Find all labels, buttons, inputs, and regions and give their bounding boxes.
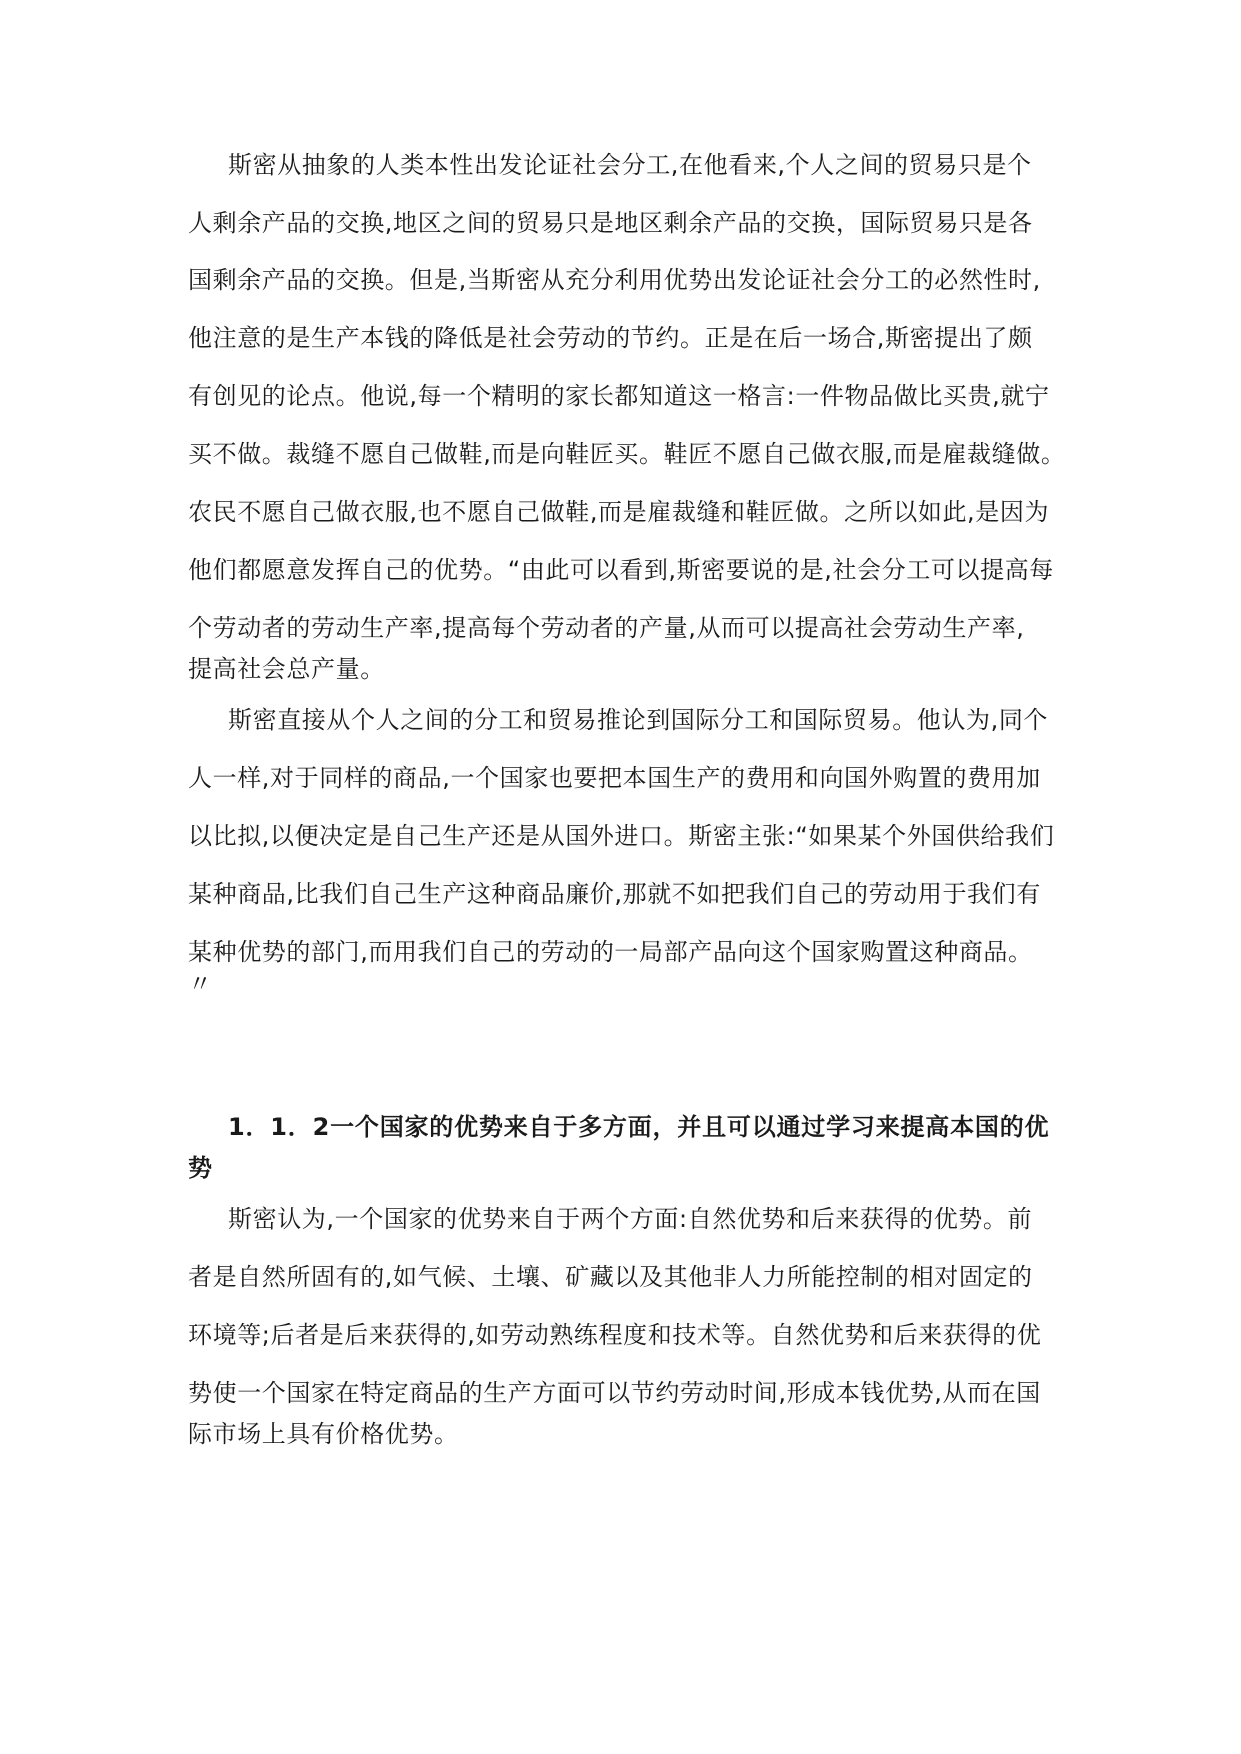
section-heading: 1．1．2一个国家的优势来自于多方面，并且可以通过学习来提高本国的优 [228, 1113, 1050, 1141]
paragraph-line: 他们都愿意发挥自己的优势。“由此可以看到,斯密要说的是,社会分工可以提高每 [188, 556, 1054, 584]
paragraph-line: 人剩余产品的交换,地区之间的贸易只是地区剩余产品的交换，国际贸易只是各 [188, 209, 1033, 237]
paragraph-line: 环境等;后者是后来获得的,如劳动熟练程度和技术等。自然优势和后来获得的优 [188, 1321, 1042, 1349]
paragraph-line: 提高社会总产量。 [188, 655, 385, 683]
paragraph-line: 他注意的是生产本钱的降低是社会劳动的节约。正是在后一场合,斯密提出了颇 [188, 324, 1033, 352]
paragraph-line: 际市场上具有价格优势。 [188, 1420, 459, 1448]
paragraph-line: 个劳动者的劳动生产率,提高每个劳动者的产量,从而可以提高社会劳动生产率, [188, 614, 1025, 642]
paragraph-line: 国剩余产品的交换。但是,当斯密从充分利用优势出发论证社会分工的必然性时, [188, 266, 1041, 294]
paragraph-line: 者是自然所固有的,如气候、土壤、矿藏以及其他非人力所能控制的相对固定的 [188, 1263, 1033, 1291]
section-heading: 势 [188, 1154, 213, 1182]
paragraph-line: 斯密从抽象的人类本性出发论证社会分工,在他看来,个人之间的贸易只是个 [228, 151, 1032, 179]
paragraph-line: 以比拟,以便决定是自己生产还是从国外进口。斯密主张:“如果某个外国供给我们 [188, 822, 1055, 850]
paragraph-line: 斯密直接从个人之间的分工和贸易推论到国际分工和国际贸易。他认为,同个 [228, 706, 1049, 734]
paragraph-line: 势使一个国家在特定商品的生产方面可以节约劳动时间,形成本钱优势,从而在国 [188, 1379, 1041, 1407]
paragraph-line: 某种优势的部门,而用我们自己的劳动的一局部产品向这个国家购置这种商品。 [188, 938, 1033, 966]
paragraph-line: 农民不愿自己做衣服,也不愿自己做鞋,而是雇裁缝和鞋匠做。之所以如此,是因为 [188, 498, 1050, 526]
paragraph-line: 某种商品,比我们自己生产这种商品廉价,那就不如把我们自己的劳动用于我们有 [188, 880, 1041, 908]
paragraph-line: 有创见的论点。他说,每一个精明的家长都知道这一格言:一件物品做比买贵,就宁 [188, 382, 1050, 410]
paragraph-line: 斯密认为,一个国家的优势来自于两个方面:自然优势和后来获得的优势。前 [228, 1205, 1033, 1233]
paragraph-line: 买不做。裁缝不愿自己做鞋,而是向鞋匠买。鞋匠不愿自己做衣服,而是雇裁缝做。 [188, 440, 1066, 468]
paragraph-line: 〃 [188, 970, 213, 998]
paragraph-line: 人一样,对于同样的商品,一个国家也要把本国生产的费用和向国外购置的费用加 [188, 764, 1041, 792]
